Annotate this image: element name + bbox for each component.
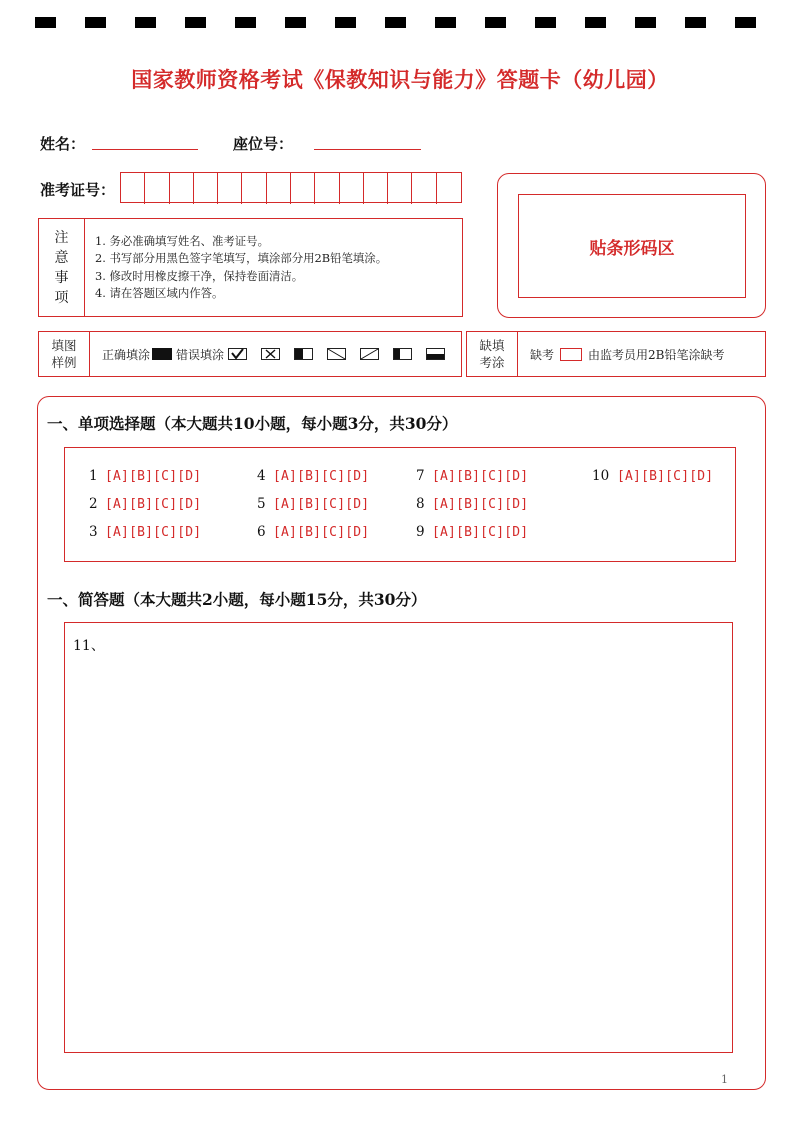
question-row — [89, 468, 201, 484]
answer-options[interactable]: [A][B][C][D] — [273, 497, 370, 512]
timing-mark — [735, 17, 756, 28]
timing-mark — [35, 17, 56, 28]
question-number: 7 — [416, 468, 425, 484]
notice-item: 3. 修改时用橡皮擦干净，保持卷面清洁。 — [95, 268, 304, 283]
question-number: 9 — [416, 524, 425, 540]
half-fill-left-icon — [294, 348, 313, 360]
fill-legend — [38, 331, 462, 377]
notice-side-char: 意 — [54, 249, 69, 266]
answer-options[interactable]: [A][B][C][D] — [273, 469, 370, 484]
check-mark-icon — [228, 348, 247, 360]
question-number: 3 — [89, 524, 98, 540]
answer-options[interactable]: [A][B][C][D] — [273, 525, 370, 540]
answer-options[interactable]: [A][B][C][D] — [432, 525, 529, 540]
correct-fill-label: 正确填涂 — [102, 347, 151, 362]
question-number: 2 — [89, 496, 98, 512]
legend-side-text: 样例 — [51, 355, 77, 370]
timing-mark — [335, 17, 356, 28]
cross-mark-icon — [261, 348, 280, 360]
timing-mark — [85, 17, 106, 28]
id-digit-cell[interactable] — [170, 173, 194, 204]
name-field[interactable] — [92, 149, 198, 150]
legend-side-label — [39, 332, 90, 376]
question-number: 1 — [89, 468, 98, 484]
id-label: 准考证号： — [40, 181, 116, 199]
id-digit-cell[interactable] — [412, 173, 436, 204]
answer-options[interactable]: [A][B][C][D] — [432, 497, 529, 512]
notice-side-char: 事 — [54, 269, 69, 286]
notice-item: 4. 请在答题区域内作答。 — [95, 286, 224, 301]
timing-mark — [685, 17, 706, 28]
id-digit-cell[interactable] — [121, 173, 145, 204]
answer-options[interactable]: [A][B][C][D] — [105, 497, 202, 512]
timing-mark — [535, 17, 556, 28]
id-digit-cell[interactable] — [437, 173, 461, 204]
question-row — [257, 468, 369, 484]
id-digit-cell[interactable] — [315, 173, 339, 204]
question-row — [89, 524, 201, 540]
answer-options[interactable]: [A][B][C][D] — [432, 469, 529, 484]
question-row — [416, 468, 528, 484]
answer-options[interactable]: [A][B][C][D] — [105, 525, 202, 540]
notice-side-char: 项 — [54, 289, 69, 306]
notice-list — [85, 219, 387, 316]
id-digit-cell[interactable] — [242, 173, 266, 204]
absent-label: 缺考 — [530, 347, 555, 362]
id-digit-cell[interactable] — [340, 173, 364, 204]
timing-mark — [585, 17, 606, 28]
id-digit-cell[interactable] — [267, 173, 291, 204]
name-label: 姓名： — [40, 135, 86, 153]
question-number: 6 — [257, 524, 266, 540]
section1-title: 一、单项选择题（本大题共10小题，每小题3分，共30分） — [47, 414, 458, 433]
timing-mark — [235, 17, 256, 28]
absent-box — [466, 331, 766, 377]
notice-item: 2. 书写部分用黑色签字笔填写，填涂部分用2B铅笔填涂。 — [95, 251, 388, 266]
absent-side-label — [467, 332, 518, 376]
id-digit-cell[interactable] — [291, 173, 315, 204]
timing-mark — [135, 17, 156, 28]
legend-side-text: 填图 — [51, 338, 77, 353]
absent-side-text: 缺填 — [479, 338, 505, 353]
question-number: 8 — [416, 496, 425, 512]
barcode-area: 贴条形码区 — [518, 194, 746, 298]
id-digit-cell[interactable] — [364, 173, 388, 204]
absent-side-text: 考涂 — [479, 355, 505, 370]
timing-mark — [485, 17, 506, 28]
id-digit-cell[interactable] — [388, 173, 412, 204]
question-row — [89, 496, 201, 512]
question-number: 4 — [257, 468, 266, 484]
absent-checkbox[interactable] — [560, 348, 582, 361]
answer-options[interactable]: [A][B][C][D] — [105, 469, 202, 484]
id-number-grid[interactable] — [120, 172, 462, 203]
question-number: 10 — [592, 468, 610, 484]
timing-mark — [285, 17, 306, 28]
page-title: 国家教师资格考试《保教知识与能力》答题卡（幼儿园） — [131, 67, 669, 92]
question-row — [257, 524, 369, 540]
id-digit-cell[interactable] — [145, 173, 169, 204]
question-row — [416, 524, 528, 540]
timing-mark — [385, 17, 406, 28]
bottom-fill-icon — [426, 348, 445, 360]
notice-box — [38, 218, 463, 317]
seat-label: 座位号： — [233, 135, 294, 153]
question-row — [416, 496, 528, 512]
notice-side-char: 注 — [54, 229, 69, 246]
slash-mark-icon — [360, 348, 379, 360]
partial-fill-icon — [393, 348, 412, 360]
answer-label: 11、 — [73, 638, 105, 654]
page-number: 1 — [721, 1073, 728, 1086]
seat-field[interactable] — [314, 149, 421, 150]
timing-mark — [185, 17, 206, 28]
notice-side-label — [39, 219, 85, 316]
question-row — [257, 496, 369, 512]
section2-title: 一、简答题（本大题共2小题，每小题15分，共30分） — [47, 590, 427, 609]
short-answer-box[interactable] — [64, 622, 733, 1053]
question-row — [592, 468, 713, 484]
answer-options[interactable]: [A][B][C][D] — [617, 469, 714, 484]
correct-fill-icon — [152, 348, 172, 360]
id-digit-cell[interactable] — [194, 173, 218, 204]
absent-note: 由监考员用2B铅笔涂缺考 — [588, 347, 725, 362]
timing-mark — [435, 17, 456, 28]
timing-mark — [635, 17, 656, 28]
backslash-mark-icon — [327, 348, 346, 360]
question-number: 5 — [257, 496, 266, 512]
id-digit-cell[interactable] — [218, 173, 242, 204]
wrong-fill-label: 错误填涂 — [176, 347, 225, 362]
notice-item: 1. 务必准确填写姓名、准考证号。 — [95, 234, 269, 248]
